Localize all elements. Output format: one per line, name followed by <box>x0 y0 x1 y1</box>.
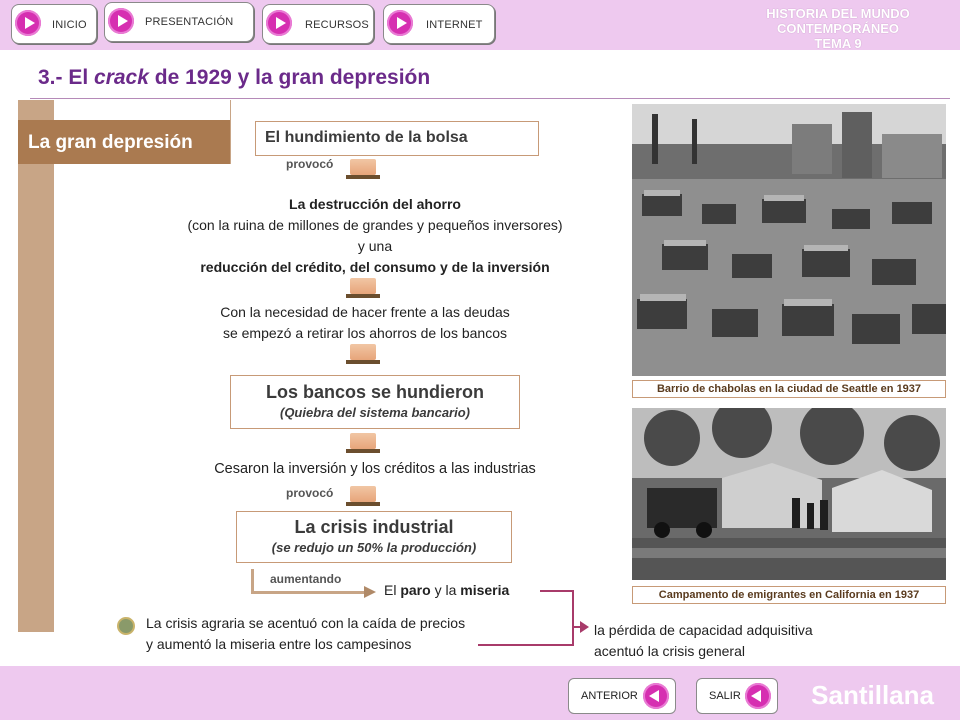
arrow-right-icon <box>364 586 376 598</box>
bracket-line <box>540 590 574 592</box>
and-line: y una <box>357 238 393 254</box>
page-title <box>38 66 430 90</box>
nav-button-label: INICIO <box>52 19 87 31</box>
play-icon <box>266 10 292 36</box>
play-icon <box>387 10 413 36</box>
unit-title: TEMA 9 <box>814 36 862 51</box>
unemployment-text <box>384 582 509 598</box>
stock-crash-box <box>255 121 539 156</box>
purchasing-power-line: la pérdida de capacidad adquisitiva <box>594 622 813 638</box>
nav-button-inicio[interactable] <box>11 4 97 44</box>
unemployment-mid: y la <box>430 582 461 598</box>
general-crisis-line: acentuó la crisis general <box>594 643 745 659</box>
misery-bold: miseria <box>460 582 510 598</box>
flow-arrow-icon <box>346 278 380 300</box>
title-suffix: de 1929 y la gran depresión <box>148 66 431 89</box>
bracket-line <box>572 590 574 646</box>
connector-line <box>251 591 366 594</box>
flow-arrow-icon <box>346 433 380 455</box>
bullet-icon <box>117 617 135 635</box>
stock-crash-label: El hundimiento de la bolsa <box>265 129 468 146</box>
back-arrow-icon <box>745 683 771 709</box>
unemployment-prefix: El <box>384 582 401 598</box>
title-prefix: 3.- El <box>38 66 95 89</box>
photo-caption: Campamento de emigrantes en California en 1937 <box>632 586 946 604</box>
savings-line: La destrucción del ahorro <box>289 196 461 212</box>
play-icon <box>15 10 41 36</box>
section-heading <box>18 120 230 164</box>
nav-button-internet[interactable] <box>383 4 495 44</box>
photo-caption: Barrio de chabolas en la ciudad de Seattle en 1937 <box>632 380 946 398</box>
flow-arrow-icon <box>346 344 380 366</box>
savings-paragraph <box>120 194 630 278</box>
withdraw-line: se empezó a retirar los ahorros de los bancos <box>222 325 508 341</box>
sidebar-divider <box>230 100 231 164</box>
previous-button-label: ANTERIOR <box>581 690 638 702</box>
publisher-logo: Santillana <box>811 680 934 710</box>
banks-collapse-box <box>230 375 520 429</box>
purchasing-power-text <box>594 620 813 662</box>
arrow-right-icon <box>580 621 589 633</box>
seattle-shantytown-photo <box>632 104 946 376</box>
caused-label: provocó <box>286 486 334 500</box>
industrial-crisis-title: La crisis industrial <box>294 517 454 537</box>
nav-button-presentacion[interactable] <box>104 2 254 42</box>
agrarian-crisis-text <box>146 613 465 655</box>
agrarian-line: La crisis agraria se acentuó con la caída de precios <box>146 615 466 631</box>
caused-label: provocó <box>286 157 334 171</box>
credit-line: reducción del crédito, del consumo y de la inversión <box>200 259 550 275</box>
bracket-line <box>478 644 574 646</box>
title-italic: crack <box>94 66 149 89</box>
section-heading-label: La gran depresión <box>28 132 193 153</box>
previous-button[interactable] <box>568 678 676 714</box>
banks-collapse-title: Los bancos se hundieron <box>265 382 485 402</box>
exit-button[interactable] <box>696 678 778 714</box>
debts-line: Con la necesidad de hacer frente a las deudas <box>220 304 510 320</box>
investment-stopped-text: Cesaron la inversión y los créditos a las industrias <box>214 461 536 477</box>
course-title: HISTORIA DEL MUNDO CONTEMPORÁNEO <box>766 6 910 36</box>
flow-arrow-icon <box>346 486 380 508</box>
debts-paragraph <box>120 302 610 344</box>
banks-collapse-subtitle: (Quiebra del sistema bancario) <box>279 405 470 420</box>
title-divider <box>30 98 950 99</box>
nav-button-recursos[interactable] <box>262 4 374 44</box>
nav-button-label: PRESENTACIÓN <box>145 16 234 28</box>
increasing-label: aumentando <box>270 572 342 586</box>
california-camp-photo <box>632 408 946 580</box>
back-arrow-icon <box>643 683 669 709</box>
nav-button-label: INTERNET <box>426 19 483 31</box>
industrial-crisis-subtitle: (se redujo un 50% la producción) <box>271 540 477 555</box>
unemployment-bold: paro <box>400 582 431 598</box>
course-header <box>728 6 948 51</box>
investors-line: (con la ruina de millones de grandes y pequeños inversores) <box>187 217 563 233</box>
industrial-crisis-box <box>236 511 512 563</box>
exit-button-label: SALIR <box>709 690 741 702</box>
nav-button-label: RECURSOS <box>305 19 369 31</box>
flow-arrow-icon <box>346 159 380 181</box>
play-icon <box>108 8 134 34</box>
peasants-line: y aumentó la miseria entre los campesinos <box>146 636 412 652</box>
sidebar-strip <box>18 100 54 632</box>
